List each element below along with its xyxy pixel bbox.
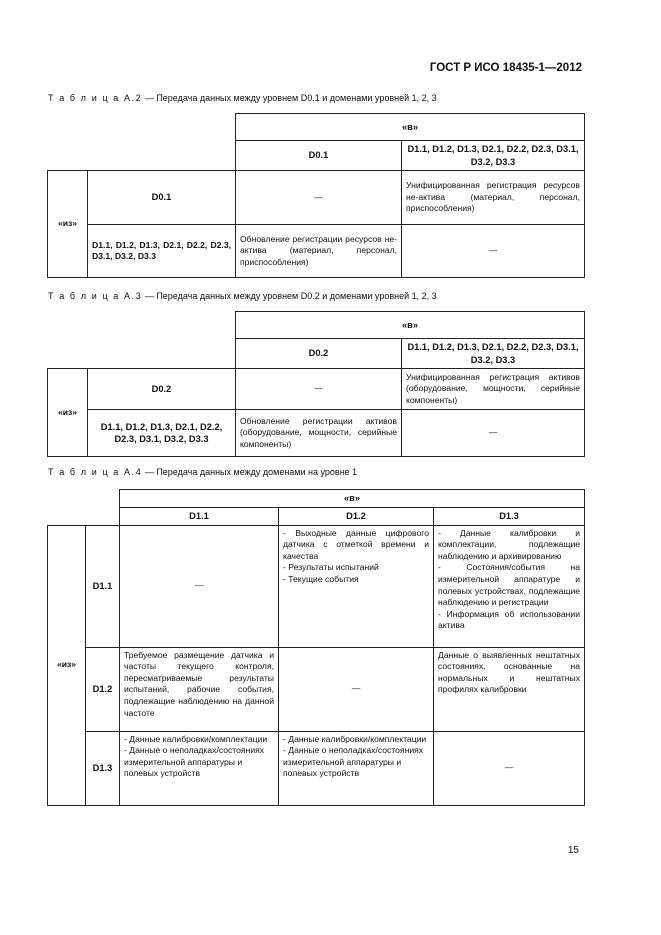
table-a3-cell: Обновление регистрации активов (оборудование, мощности, серийные компоненты) bbox=[236, 410, 402, 457]
table-a4-cell-line: - Текущие события bbox=[283, 573, 359, 584]
table-a2-to-header: «в» bbox=[236, 114, 585, 141]
table-a4-row-header: D1.1 bbox=[86, 525, 120, 647]
table-a2-caption-text: — Передача данных между уровнем D0.1 и доменами уровней 1, 2, 3 bbox=[142, 93, 437, 103]
table-a4-caption bbox=[48, 467, 357, 477]
table-a2-col-header: D0.1 bbox=[236, 141, 402, 171]
table-a2-caption bbox=[48, 93, 437, 103]
table-a4-caption-prefix: Т а б л и ц а А.4 bbox=[48, 467, 143, 477]
table-a3-row-header: D1.1, D1.2, D1.3, D2.1, D2.2, D2.3, D3.1, D3.2, D3.3 bbox=[88, 410, 236, 457]
table-a4-row-header: D1.2 bbox=[86, 647, 120, 731]
table-a2-cell: — bbox=[236, 171, 402, 225]
table-a4-to-header: «в» bbox=[120, 490, 585, 508]
table-a3-caption-prefix: Т а б л и ц а А.3 bbox=[48, 291, 143, 301]
table-a4-from-header: «из» bbox=[48, 525, 86, 805]
table-a4-cell-line: - Состояния/события на измерительной аппаратуре и полевых устройствах, подлежащие наблюдению и регистрации bbox=[438, 562, 581, 608]
table-a3-cell: — bbox=[402, 410, 585, 457]
document-header: ГОСТ Р ИСО 18435-1—2012 bbox=[429, 62, 582, 74]
table-a4-cell: Данные о выявленных нештатных состояниях, основанные на нормальных и нештатных профилях калибровки bbox=[434, 647, 585, 731]
table-a2-row-header: D1.1, D1.2, D1.3, D2.1, D2.2, D2.3, D3.1, D3.2, D3.3 bbox=[88, 225, 236, 278]
table-a4-cell-line: - Данные калибровки и комплектации, подлежащие наблюдению и архивированию bbox=[438, 527, 581, 561]
table-a3-col-header: D0.2 bbox=[236, 339, 402, 369]
table-a2-col-header: D1.1, D1.2, D1.3, D2.1, D2.2, D2.3, D3.1, D3.2, D3.3 bbox=[402, 141, 585, 171]
table-a4-cell bbox=[279, 525, 434, 647]
table-a4-cell-line: - Данные о неполадках/состояниях измерительной аппаратуры и полевых устройств bbox=[283, 745, 424, 779]
table-a4-cell-line: - Информация об использовании актива bbox=[438, 608, 581, 631]
table-a4-cell bbox=[120, 731, 279, 805]
table-a4-cell: — bbox=[434, 731, 585, 805]
table-a2-row-header: D0.1 bbox=[88, 171, 236, 225]
table-a4-cell bbox=[279, 731, 434, 805]
table-a3-cell: Унифицированная регистрация активов (оборудование, мощности, серийные компоненты) bbox=[402, 369, 585, 410]
table-a4-caption-text: — Передача данных между доменами на уровне 1 bbox=[142, 467, 358, 477]
table-a4-row-header: D1.3 bbox=[86, 731, 120, 805]
table-a2-cell: Унифицированная регистрация ресурсов не-актива (материал, персонал, приспособления) bbox=[402, 171, 585, 225]
table-a4-cell-line: - Выходные данные цифрового датчика с отметкой времени и качества bbox=[283, 527, 429, 561]
table-a2-cell: — bbox=[402, 225, 585, 278]
table-a4-col-header: D1.3 bbox=[434, 508, 585, 526]
table-a2-from-header: «из» bbox=[48, 171, 88, 278]
table-a4-cell-line: - Результаты испытаний bbox=[283, 562, 379, 573]
table-a4-cell: — bbox=[120, 525, 279, 647]
table-a3-to-header: «в» bbox=[236, 312, 585, 339]
table-a3-row-header: D0.2 bbox=[88, 369, 236, 410]
table-a4-cell: — bbox=[279, 647, 434, 731]
table-a3-cell: — bbox=[236, 369, 402, 410]
table-a4-cell-line: - Данные о неполадках/состояниях измерительной аппаратуры и полевых устройств bbox=[124, 745, 265, 779]
table-a4-cell bbox=[434, 525, 585, 647]
table-a3 bbox=[47, 311, 585, 457]
table-a3-caption bbox=[48, 291, 437, 301]
table-a3-col-header: D1.1, D1.2, D1.3, D2.1, D2.2, D2.3, D3.1, D3.2, D3.3 bbox=[402, 339, 585, 369]
page-number: 15 bbox=[567, 845, 579, 856]
table-a4-cell: Требуемое размещение датчика и частоты текущего контроля, пересматриваемые результаты испытаний, рабочие события, подлежащие наблюдению на данной частоте bbox=[120, 647, 279, 731]
table-a3-caption-text: — Передача данных между уровнем D0.2 и доменами уровней 1, 2, 3 bbox=[142, 291, 437, 301]
table-a2-caption-prefix: Т а б л и ц а А.2 bbox=[48, 93, 143, 103]
table-a4-cell-line: - Данные калибровки/комплектации bbox=[124, 733, 268, 744]
table-a2-cell: Обновление регистрации ресурсов не-актива (материал, персонал, приспособления) bbox=[236, 225, 402, 278]
table-a2 bbox=[47, 113, 585, 278]
table-a3-from-header: «из» bbox=[48, 369, 88, 457]
table-a4-col-header: D1.2 bbox=[279, 508, 434, 526]
table-a4-col-header: D1.1 bbox=[120, 508, 279, 526]
table-a4 bbox=[47, 489, 585, 806]
table-a4-cell-line: - Данные калибровки/комплектации bbox=[283, 733, 427, 744]
